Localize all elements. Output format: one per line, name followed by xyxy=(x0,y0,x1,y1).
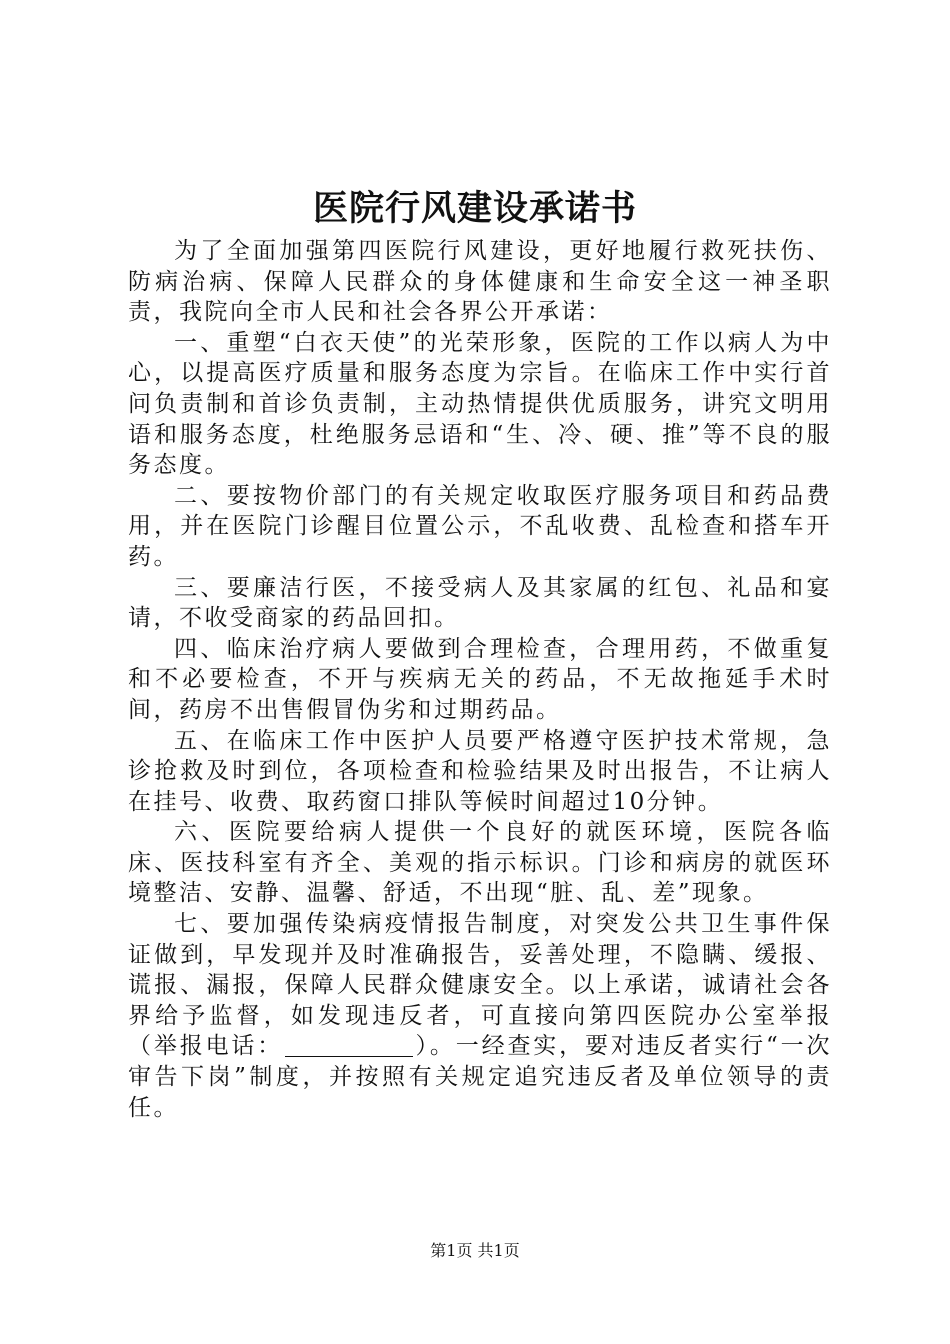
document-title: 医院行风建设承诺书 xyxy=(312,188,637,229)
paragraph-item-1: 一、重塑“白衣天使”的光荣形象，医院的工作以病人为中心，以提高医疗质量和服务态度为宗旨。在临床工作中实行首问负责制和首诊负责制，主动热情提供优质服务，讲究文明用语和服务态度，杜绝服务忌语和“生、冷、硬、推”等不良的服务态度。 xyxy=(128,329,832,479)
paragraph-item-7-part-2: ）。一经查实，要对违反者实行“一次审告下岗”制度，并按照有关规定追究违反者及单位领导的责任。 xyxy=(128,1033,833,1121)
page-footer: 第1页 共1页 xyxy=(430,1241,520,1260)
paragraph-item-2: 二、要按物价部门的有关规定收取医疗服务项目和药品费用，并在医院门诊醒目位置公示，不乱收费、乱检查和搭车开药。 xyxy=(128,482,832,570)
paragraph-item-5: 五、在临床工作中医护人员要严格遵守医护技术常规，急诊抢救及时到位，各项检查和检验结果及时出报告，不让病人在挂号、收费、取药窗口排队等候时间超过10分钟。 xyxy=(128,727,832,815)
phone-number-blank xyxy=(285,1034,413,1057)
document-body xyxy=(128,236,832,1123)
paragraph-intro: 为了全面加强第四医院行风建设，更好地履行救死扶伤、防病治病、保障人民群众的身体健康和生命安全这一神圣职责，我院向全市人民和社会各界公开承诺： xyxy=(128,238,832,326)
paragraph-item-6: 六、医院要给病人提供一个良好的就医环境，医院各临床、医技科室有齐全、美观的指示标识。门诊和病房的就医环境整洁、安静、温馨、舒适，不出现“脏、乱、差”现象。 xyxy=(128,819,832,907)
paragraph-item-4: 四、临床治疗病人要做到合理检查，合理用药，不做重复和不必要检查，不开与疾病无关的药品，不无故拖延手术时间，药房不出售假冒伪劣和过期药品。 xyxy=(128,635,832,723)
paragraph-item-3: 三、要廉洁行医，不接受病人及其家属的红包、礼品和宴请，不收受商家的药品回扣。 xyxy=(128,574,832,632)
paragraph-item-7-part-1: 七、要加强传染病疫情报告制度，对突发公共卫生事件保证做到，早发现并及时准确报告，妥善处理，不隐瞒、缓报、谎报、漏报，保障人民群众健康安全。以上承诺，诚请社会各界给予监督，如发现违反者，可直接向第四医院办公室举报（举报电话： xyxy=(128,911,832,1060)
paragraph-item-7 xyxy=(128,909,832,1123)
